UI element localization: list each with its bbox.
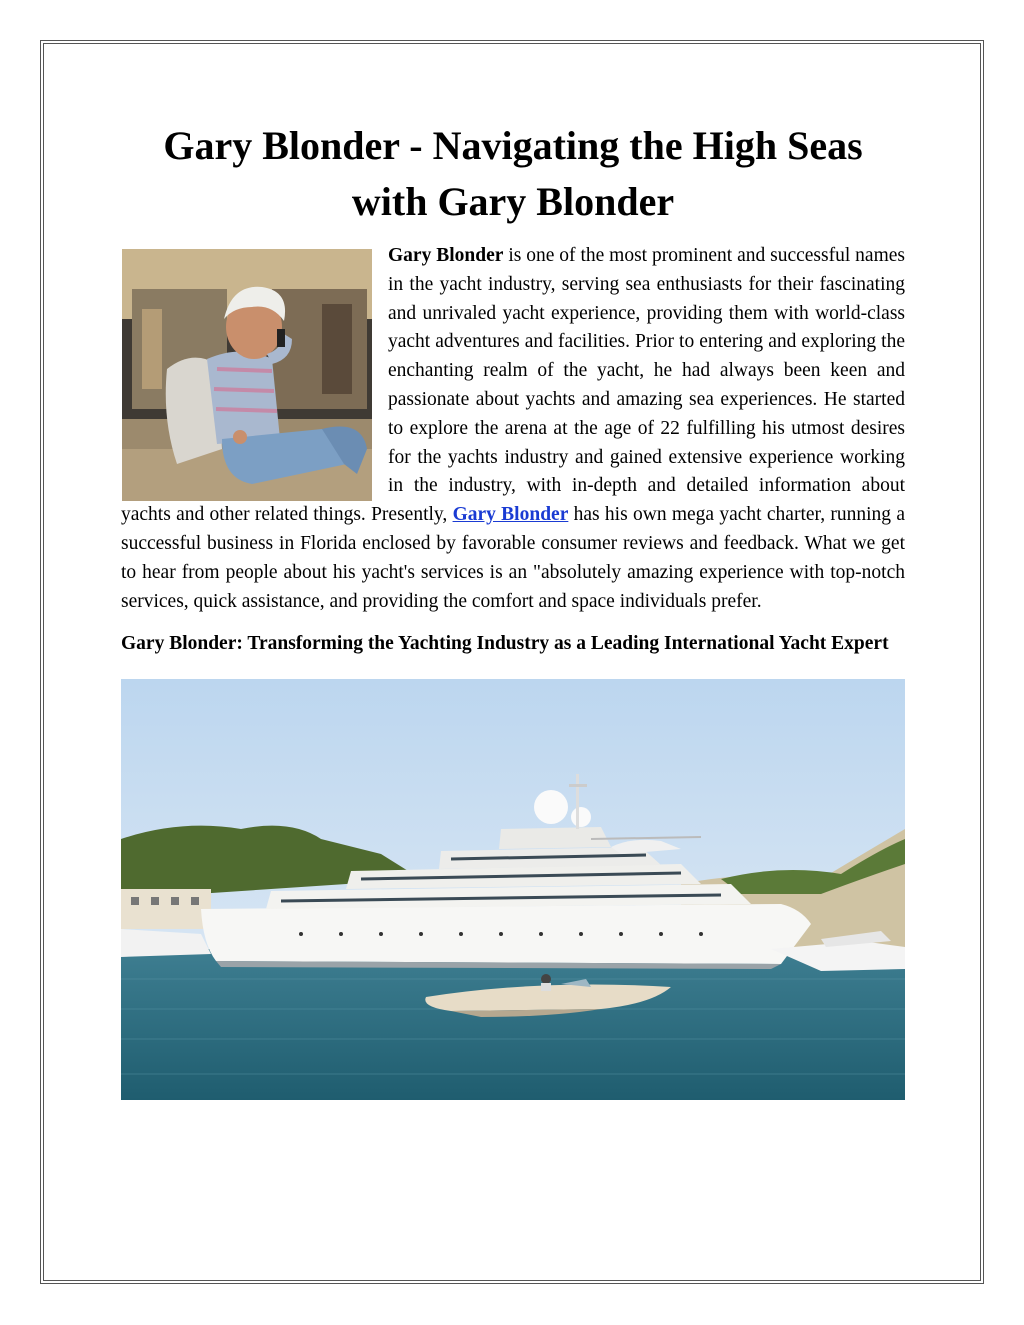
intro-text-part-1: is one of the most prominent and successful names in the yacht industry, serving sea enthusiasts for their fascinating and unrivaled yacht experience, providing them with world-class yacht adventures and facilities. Prior to entering and exploring the enchanting realm of the yacht, he had always been keen and passionate about yachts and amazing sea experiences. He started to explore the arena at the age of 22 fulfilling his utmost desires for the yachts industry and gained extensive experience working in the industry, with in-depth and detailed information about yachts and other related things. Presently, [121,245,905,526]
intro-bold-name: Gary Blonder [388,245,504,266]
section-subheading: Gary Blonder: Transforming the Yachting Industry as a Leading International Yacht Expert [121,633,889,655]
intro-text-part-2: has his own mega yacht charter, running a successful business in Florida enclosed by favorable consumer reviews and feedback. What we get to hear from people about his yacht's services is an "absolutely amazing experience with top-notch services, quick assistance, and providing the comfort and space individuals prefer. [121,504,906,612]
portrait-photo [122,249,372,501]
document-title: Gary Blonder - Navigating the High Seas with Gary Blonder [163,123,863,224]
gary-blonder-link[interactable]: Gary Blonder [452,504,569,526]
yacht-photo [121,679,905,1100]
document-content [121,118,905,1100]
